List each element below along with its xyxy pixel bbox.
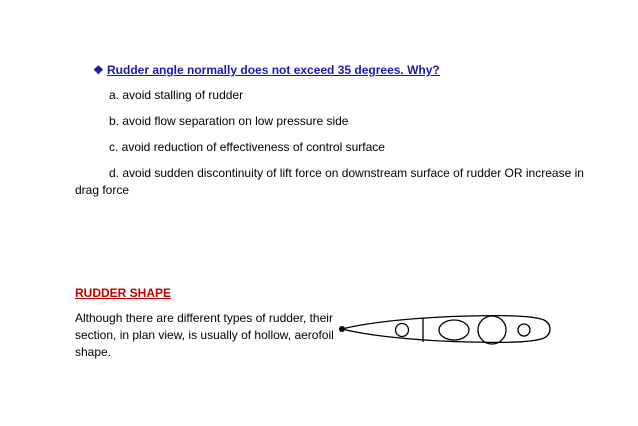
answer-d: d. avoid sudden discontinuity of lift force on downstream surface of rudder OR increase in [109, 166, 584, 180]
question-heading-text: Rudder angle normally does not exceed 35 degrees. Why? [107, 63, 440, 77]
rudder-shape-paragraph [75, 310, 337, 361]
rudder-shape-heading: RUDDER SHAPE [75, 286, 172, 300]
rudder-hole-small-front [396, 324, 409, 337]
paragraph-line: section, in plan view, is usually of hollow, aerofoil [75, 328, 334, 342]
rudder-section-diagram [330, 305, 560, 355]
answer-b: b. avoid flow separation on low pressure side [109, 114, 349, 128]
rudder-hole-large [478, 316, 506, 344]
paragraph-line: shape. [75, 345, 112, 359]
question-heading [93, 62, 440, 78]
answer-d-continued: drag force [75, 183, 130, 197]
rudder-stock-pivot [339, 326, 345, 332]
rudder-hole-small-rear [518, 324, 530, 336]
answer-c: c. avoid reduction of effectiveness of control surface [109, 140, 385, 154]
answer-a: a. avoid stalling of rudder [109, 88, 244, 102]
rudder-hole-oval [439, 320, 469, 340]
paragraph-line: Although there are different types of rudder, their [75, 311, 333, 325]
diamond-bullet-icon: ❖ [93, 63, 104, 77]
